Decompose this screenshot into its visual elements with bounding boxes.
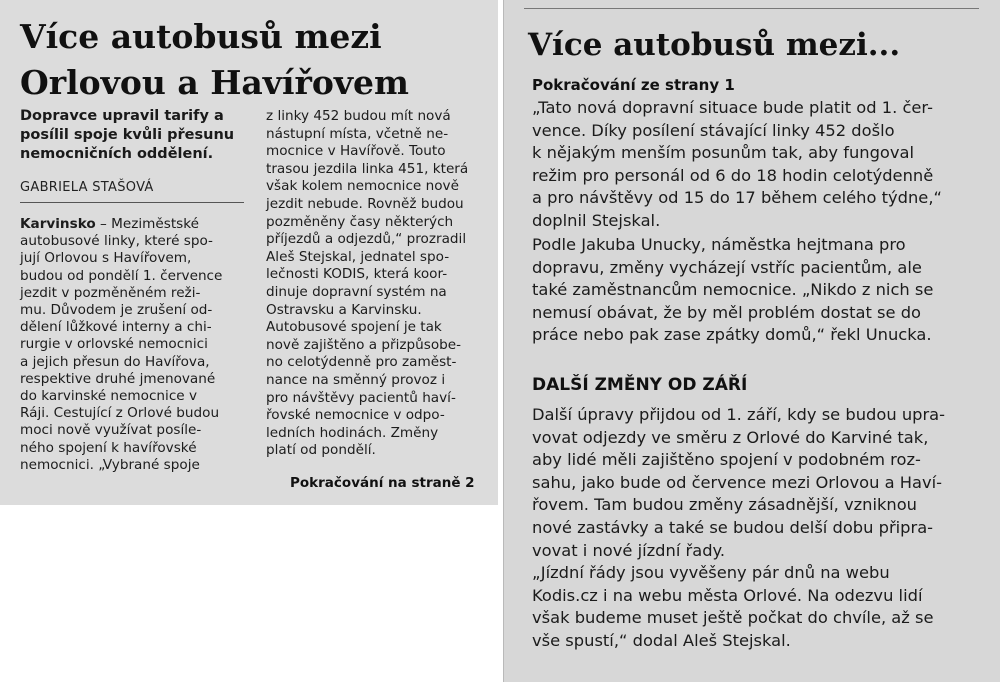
top-rule <box>524 8 979 9</box>
paragraph-line: aby lidé měli zajištěno spojení v podobném roz- <box>532 450 921 470</box>
column-2-line: nově zajištěno a přizpůsobe- <box>266 336 462 353</box>
column-1-line: budou od pondělí 1. července <box>20 267 223 284</box>
column-1-line: autobusové linky, které spo- <box>20 233 213 250</box>
byline-rule <box>20 202 244 203</box>
column-1-line: dělení lůžkové interny a chi- <box>20 319 212 336</box>
paragraph-line: vše spustí,“ dodal Aleš Stejskal. <box>532 631 791 650</box>
paragraph-line: řovem. Tam budou změny zásadnější, vzniknou <box>532 495 918 515</box>
paragraph-line: a pro návštěvy od 15 do 17 během celého týdne,“ <box>532 188 942 208</box>
column-1-line: Ráji. Cestující z Orlové budou <box>20 405 220 422</box>
column-2-line: lečnosti KODIS, která koor- <box>266 266 448 283</box>
lead-line-2: posílil spoje kvůli přesunu <box>20 127 235 143</box>
column-1-line: jují Orlovou s Havířovem, <box>20 250 192 267</box>
column-2-line: Aleš Stejskal, jednatel spo- <box>266 248 450 265</box>
paragraph-line: sahu, jako bude od července mezi Orlovou a Haví- <box>532 472 942 492</box>
column-2-line: Ostravsku a Karvinsku. <box>266 301 422 318</box>
column-2-line: ledních hodinách. Změny <box>266 424 439 441</box>
paragraph-line: vovat i nové jízdní řady. <box>532 540 726 560</box>
paragraph-line: práce nebo pak zase zpátky domů,“ řekl Unucka. <box>532 325 932 345</box>
column-1-line: do karvinské nemocnice v <box>20 388 198 404</box>
section-heading: DALŠÍ ZMĚNY OD ZÁŘÍ <box>532 375 748 395</box>
paragraph-line: nemusí obávat, že by měl problém dostat se do <box>532 302 921 322</box>
column-1-line: respektive druhé jmenované <box>20 370 216 387</box>
column-1-line: mu. Důvodem je zrušení od- <box>20 302 213 318</box>
paragraph-line: však budeme muset ještě počkat do chvíle, až se <box>532 608 934 628</box>
column-2-line: z linky 452 budou mít nová <box>266 108 451 124</box>
column-1-line: jezdit v pozměněném reži- <box>20 284 201 301</box>
column-2-line: jezdit nebude. Rovněž budou <box>266 196 464 212</box>
paragraph-line: „Tato nová dopravní situace bude platit od 1. čer- <box>532 98 933 117</box>
paragraph-line: dopravu, změny vycházejí vstříc pacientům, ale <box>532 257 922 277</box>
column-1-line: Karvinsko – Meziměstské <box>20 216 200 232</box>
continued-headline: Více autobusů mezi... <box>528 27 901 63</box>
column-1-line: nemocnici. „Vybrané spoje <box>20 456 200 473</box>
column-1-line: moci nově využívat posíle- <box>20 422 202 439</box>
headline-line-2: Orlovou a Havířovem <box>20 63 409 102</box>
column-2-line: však kolem nemocnice nově <box>266 178 459 195</box>
paragraph-line: nové zastávky a také se budou delší dobu připra- <box>532 518 934 537</box>
paragraph-line: k nějakým menším posunům tak, aby fungoval <box>532 143 915 163</box>
continued-subhead: Pokračování ze strany 1 <box>532 76 735 94</box>
column-2-line: trasou jezdila linka 451, která <box>266 160 469 177</box>
dateline: Karvinsko <box>20 216 96 232</box>
column-2-line: nance na směnný provoz i <box>266 372 446 388</box>
article-clipping-left <box>0 0 498 505</box>
byline: GABRIELA STAŠOVÁ <box>20 180 154 195</box>
column-1-line: a jejich přesun do Havířova, <box>20 353 210 370</box>
column-2-line: pro návštěvy pacientů haví- <box>266 389 456 406</box>
column-2-line: příjezdů a odjezdů,“ prozradil <box>266 231 467 248</box>
column-1-line: ného spojení k havířovské <box>20 439 197 456</box>
paragraph-line: vence. Díky posílení stávající linky 452 došlo <box>532 120 895 140</box>
paragraph-line: Další úpravy přijdou od 1. září, kdy se budou upra- <box>532 405 946 424</box>
column-2-line: řovské nemocnice v odpo- <box>266 407 445 424</box>
continued-note: Pokračování na straně 2 <box>290 475 475 491</box>
paragraph-line: také zaměstnancům nemocnice. „Nikdo z nich se <box>532 280 934 300</box>
lead-line-3: nemocničních oddělení. <box>20 146 214 162</box>
article-clipping-right <box>503 0 1000 682</box>
column-2-line: no celotýdenně pro zaměst- <box>266 354 457 371</box>
paragraph-line: doplnil Stejskal. <box>532 211 661 230</box>
paragraph-line: Kodis.cz i na webu města Orlové. Na odezvu lidí <box>532 585 923 605</box>
column-1-line: rurgie v orlovské nemocnici <box>20 336 208 353</box>
paragraph-line: „Jízdní řády jsou vyvěšeny pár dnů na webu <box>532 563 890 583</box>
column-2-line: dinuje dopravní systém na <box>266 284 447 300</box>
paragraph-line: vovat odjezdy ve směru z Orlové do Karviné tak, <box>532 427 929 447</box>
paragraph-line: Podle Jakuba Unucky, náměstka hejtmana pro <box>532 235 906 254</box>
headline-line-1: Více autobusů mezi <box>20 17 382 56</box>
column-2-line: mocnice v Havířově. Touto <box>266 143 446 160</box>
column-2-line: nástupní místa, včetně ne- <box>266 125 449 142</box>
lead-line-1: Dopravce upravil tarify a <box>20 108 224 124</box>
column-2-line: platí od pondělí. <box>266 442 376 459</box>
paragraph-line: režim pro personál od 6 do 18 hodin celotýdenně <box>532 165 934 185</box>
column-2-line: pozměněny časy některých <box>266 213 454 230</box>
column-2-line: Autobusové spojení je tak <box>266 319 442 336</box>
